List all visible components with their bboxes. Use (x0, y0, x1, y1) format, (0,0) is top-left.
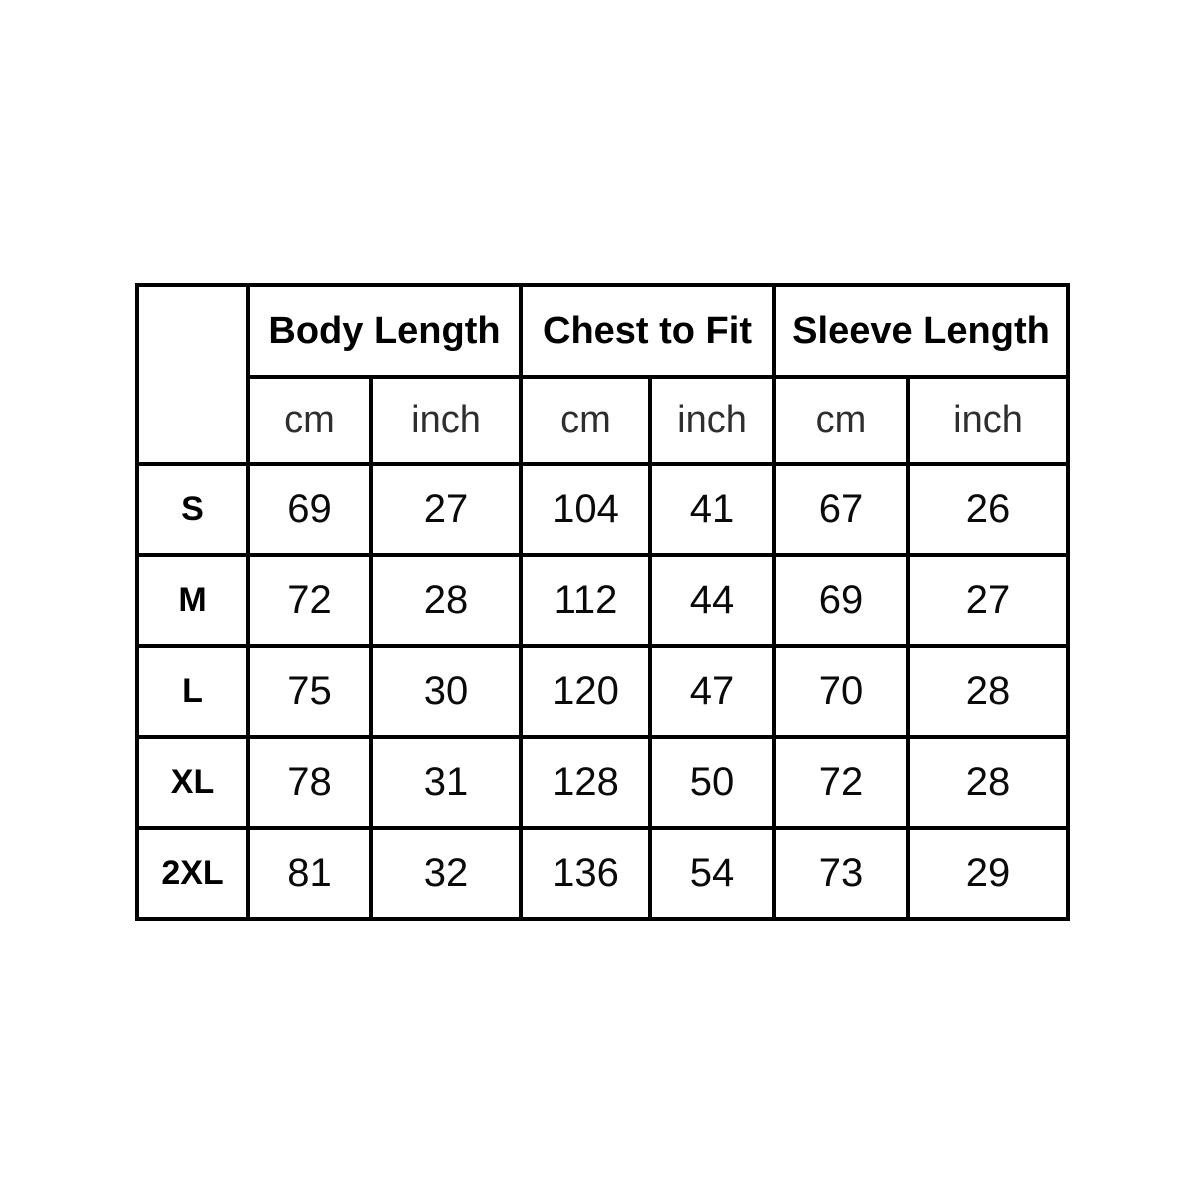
unit-body-inch: inch (371, 377, 521, 464)
value-cell: 128 (521, 737, 650, 828)
value-cell: 72 (248, 555, 371, 646)
value-cell: 28 (908, 646, 1068, 737)
value-cell: 78 (248, 737, 371, 828)
table-row-m (137, 555, 1068, 646)
value-cell: 44 (650, 555, 774, 646)
value-cell: 75 (248, 646, 371, 737)
value-cell: 32 (371, 828, 521, 919)
value-cell: 27 (371, 464, 521, 555)
size-label: S (137, 464, 248, 555)
size-label: XL (137, 737, 248, 828)
value-cell: 81 (248, 828, 371, 919)
value-cell: 67 (774, 464, 908, 555)
value-cell: 120 (521, 646, 650, 737)
group-header-body-length: Body Length (248, 285, 521, 377)
table-row-xl (137, 737, 1068, 828)
unit-chest-inch: inch (650, 377, 774, 464)
value-cell: 112 (521, 555, 650, 646)
unit-header-row (137, 377, 1068, 464)
corner-spacer (137, 285, 248, 464)
size-label: M (137, 555, 248, 646)
value-cell: 50 (650, 737, 774, 828)
group-header-row (137, 285, 1068, 377)
value-cell: 104 (521, 464, 650, 555)
value-cell: 70 (774, 646, 908, 737)
value-cell: 28 (371, 555, 521, 646)
unit-sleeve-inch: inch (908, 377, 1068, 464)
unit-body-cm: cm (248, 377, 371, 464)
value-cell: 73 (774, 828, 908, 919)
value-cell: 30 (371, 646, 521, 737)
value-cell: 31 (371, 737, 521, 828)
value-cell: 69 (248, 464, 371, 555)
value-cell: 69 (774, 555, 908, 646)
unit-chest-cm: cm (521, 377, 650, 464)
group-header-chest-to-fit: Chest to Fit (521, 285, 774, 377)
table-row-2xl (137, 828, 1068, 919)
value-cell: 28 (908, 737, 1068, 828)
size-label: L (137, 646, 248, 737)
value-cell: 136 (521, 828, 650, 919)
value-cell: 54 (650, 828, 774, 919)
table-row-s (137, 464, 1068, 555)
value-cell: 27 (908, 555, 1068, 646)
group-header-sleeve-length: Sleeve Length (774, 285, 1068, 377)
table-row-l (137, 646, 1068, 737)
value-cell: 72 (774, 737, 908, 828)
size-label: 2XL (137, 828, 248, 919)
size-chart-table (135, 283, 1070, 921)
value-cell: 29 (908, 828, 1068, 919)
value-cell: 26 (908, 464, 1068, 555)
value-cell: 41 (650, 464, 774, 555)
unit-sleeve-cm: cm (774, 377, 908, 464)
value-cell: 47 (650, 646, 774, 737)
